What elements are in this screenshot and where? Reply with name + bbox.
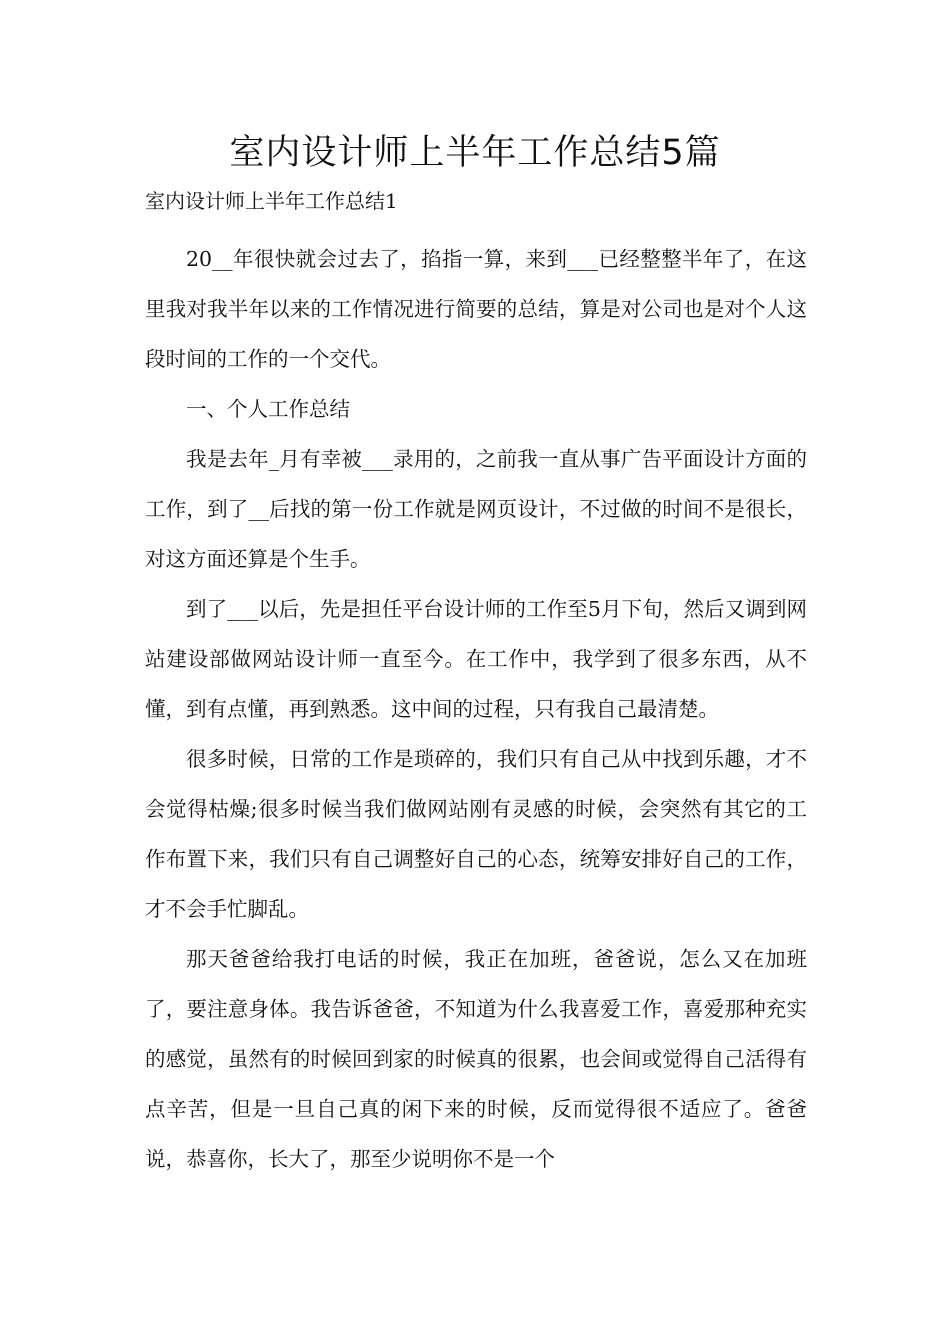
section-heading: 一、个人工作总结 xyxy=(186,397,350,421)
paragraph-father: 那天爸爸给我打电话的时候，我正在加班，爸爸说，怎么又在加班了，要注意身体。我告诉爸爸，不知道为什么我喜爱工作，喜爱那种充实的感觉，虽然有的时候回到家的时候真的很累，也会间或觉得自己活得有点辛苦，但是一旦自己真的闲下来的时候，反而觉得很不适应了。爸爸说，恭喜你，长大了，那至少说明你不是一个 xyxy=(145,947,807,1171)
paragraph-daily-work: 很多时候，日常的工作是琐碎的，我们只有自己从中找到乐趣，才不会觉得枯燥;很多时候当我们做网站刚有灵感的时候，会突然有其它的工作布置下来，我们只有自己调整好自己的心态，统筹安排好自己的工作，才不会手忙脚乱。 xyxy=(145,747,807,921)
paragraph-intro: 20__年很快就会过去了，掐指一算，来到___已经整整半年了，在这里我对我半年以来的工作情况进行简要的总结，算是对公司也是对个人这段时间的工作的一个交代。 xyxy=(145,247,807,371)
paragraph-experience: 到了___以后，先是担任平台设计师的工作至5月下旬，然后又调到网站建设部做网站设计师一直至今。在工作中，我学到了很多东西，从不懂，到有点懂，再到熟悉。这中间的过程，只有我自己最清楚。 xyxy=(145,597,807,721)
document-title: 室内设计师上半年工作总结5篇 xyxy=(229,133,721,173)
document-body xyxy=(145,234,807,1184)
section-subtitle: 室内设计师上半年工作总结1 xyxy=(145,189,398,213)
paragraph-background: 我是去年_月有幸被___录用的，之前我一直从事广告平面设计方面的工作，到了__后找的第一份工作就是网页设计，不过做的时间不是很长，对这方面还算是个生手。 xyxy=(145,447,807,571)
